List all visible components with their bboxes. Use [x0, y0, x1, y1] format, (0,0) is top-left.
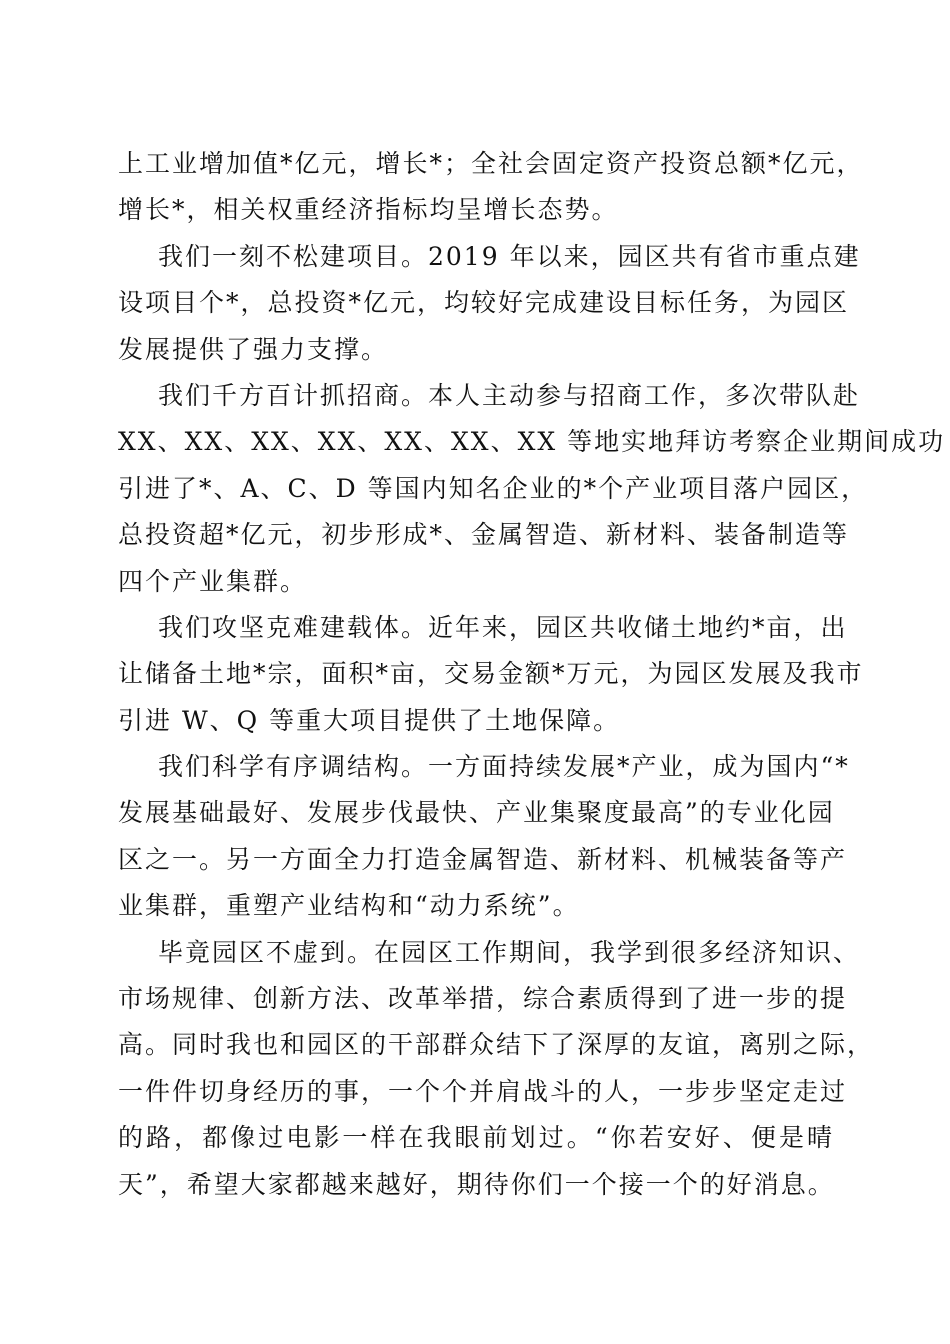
paragraph-first-line: 我们一刻不松建项目。2019 年以来，园区共有省市重点建: [158, 241, 861, 271]
body-line: XX、XX、XX、XX、XX、XX、XX 等地实地拜访考察企业期间成功: [118, 427, 946, 457]
body-line: 总投资超*亿元，初步形成*、金属智造、新材料、装备制造等: [118, 520, 850, 550]
body-line: 市场规律、创新方法、改革举措，综合素质得到了进一步的提: [118, 984, 848, 1014]
body-line: 天”，希望大家都越来越好，期待你们一个接一个的好消息。: [118, 1169, 835, 1199]
body-line: 设项目个*，总投资*亿元，均较好完成建设目标任务，为园区: [118, 288, 850, 318]
body-line: 引进 W、Q 等重大项目提供了土地保障。: [118, 705, 621, 735]
body-line: 业集群，重塑产业结构和“动力系统”。: [118, 891, 580, 921]
body-line: 引进了*、A、C、D 等国内知名企业的*个产业项目落户园区，: [118, 473, 869, 503]
document-body: [118, 141, 946, 1208]
body-line: 的路，都像过电影一样在我眼前划过。“你若安好、便是晴: [118, 1123, 834, 1153]
body-line: 增长*，相关权重经济指标均呈增长态势。: [118, 195, 619, 225]
paragraph-first-line: 我们攻坚克难建载体。近年来，园区共收储土地约*亩，出: [158, 612, 848, 642]
body-line: 上工业增加值*亿元，增长*；全社会固定资产投资总额*亿元，: [118, 149, 864, 178]
body-line: 让储备土地*宗，面积*亩，交易金额*万元，为园区发展及我市: [118, 659, 864, 689]
body-line: 一件件切身经历的事，一个个并肩战斗的人，一步步坚定走过: [118, 1076, 848, 1106]
body-line: 区之一。另一方面全力打造金属智造、新材料、机械装备等产: [118, 844, 848, 874]
body-line: 高。同时我也和园区的干部群众结下了深厚的友谊，离别之际，: [118, 1030, 875, 1060]
paragraph-first-line: 毕竟园区不虚到。在园区工作期间，我学到很多经济知识、: [158, 937, 861, 967]
body-line: 发展基础最好、发展步伐最快、产业集聚度最高”的专业化园: [118, 798, 835, 828]
body-line: 发展提供了强力支撑。: [118, 334, 389, 364]
paragraph-first-line: 我们千方百计抓招商。本人主动参与招商工作，多次带队赴: [158, 380, 861, 410]
body-line: 四个产业集群。: [118, 566, 308, 596]
paragraph-first-line: 我们科学有序调结构。一方面持续发展*产业，成为国内“*: [158, 752, 850, 782]
